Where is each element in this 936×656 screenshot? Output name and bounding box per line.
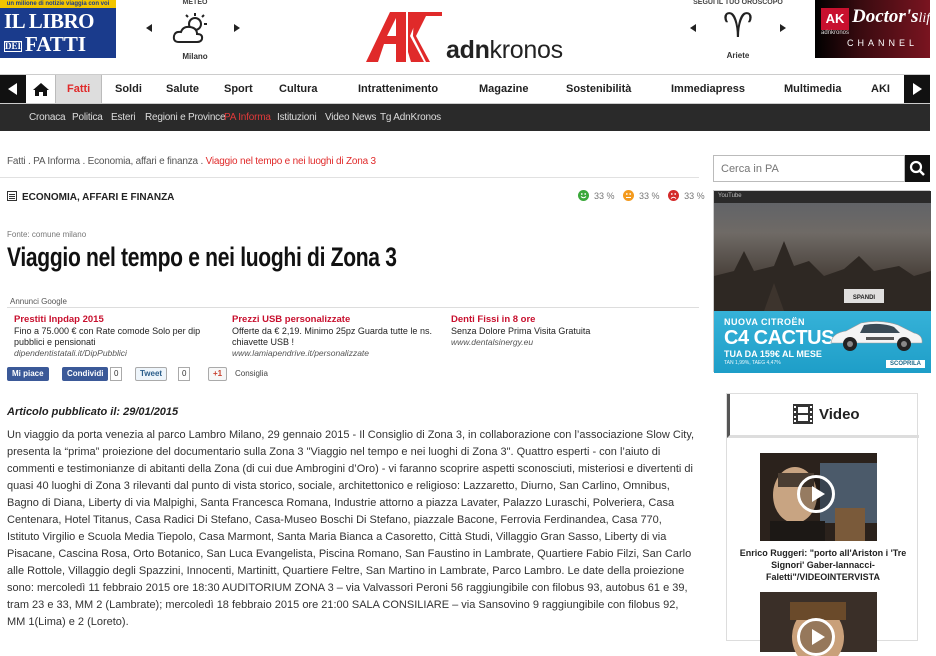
nav-item-intrattenimento[interactable]: Intrattenimento <box>358 75 438 103</box>
article-body: Un viaggio da porta venezia al parco Lambro Milano, 29 gennaio 2015 - Il Consiglio di Zona 3, in collaborazione con l’associazione Slow City, presenta la “prima” proiezione del documentario sulla Zona 3 "Viaggio nel tempo e nei luoghi di Zona 3". Quattro esperti - con l’aiuto di commenti e testimonianze di abitanti della Zona (di cui due Ambrogini d’Oro) - vi faranno scoprire aspetti sconosciuti, misteriosi e divertenti di quasi 40 luoghi di Zona 3 rilevanti dal punto di vista storico, sociale, architettonico e religioso: Lazzaretto, Diurno, San Carlino, Omnibus, Bagno di Diana, Liberty di via Malpighi, Santa Francesca Romana, Industrie attorno a piazza Lavater, Palazzo Luraschi, Polveriera, Casa Centenara, Hotel Titanus, Casa Radici Di Stefano, Casa-Museo Boschi Di Stefano, piazzale Bacone, Ferrovia Ferdinandea, Casa 770, Istituto Virgilio e Scuola Media Tiepolo, Casa Marmont, Santa Maria Bianca a Casoretto, Città Studi, Villaggio Gran Sasso, Liberty di via Pisacane, Cascina Rosa, Orto Botanico, San Luca Evangelista, Piscina Romano, San Faustino in Lambrate, Quartiere Fabio Filzi, San Carlo alle Rottole, Villaggio degli Spazzini, Innocenti, Martinitt, Quartiere Feltre, San Martino in Lambrate, Parco Lambro. Le date della proiezione sono: mercoledì 11 febbraio 2015 ore 18:30 AUDITORIUM ZONA 3 – via Valvassori Peroni 56 raggiungibile con filobus 93, autobus 61 e 39, tram 23 e 33, MM 2 (Lambrate); mercoledì 18 febbraio 2015 ore 21:00 SALA CONSILIARE – via Sansovino 9 raggiungibile con filobus 92, MM 1(Lima) e 2 (Loreto). <box>7 427 697 631</box>
film-icon <box>792 403 814 425</box>
gplus-button[interactable]: +1 <box>208 367 227 381</box>
libro-dei: DEI <box>4 41 22 52</box>
article-title: Viaggio nel tempo e nei luoghi di Zona 3 <box>7 242 397 273</box>
video-header <box>727 394 919 438</box>
doctors-channel: CHANNEL <box>847 38 918 48</box>
libro-line1: IL LIBRO <box>4 9 94 34</box>
ad-title[interactable]: Prestiti Inpdap 2015 <box>14 314 224 325</box>
ad-url[interactable]: www.lamiapendrive.it/personalizzate <box>232 348 442 359</box>
nav-item-cultura[interactable]: Cultura <box>279 75 318 103</box>
subnav-item-video-news[interactable]: Video News <box>325 104 376 131</box>
libro-line2 <box>4 32 86 57</box>
fb-count: 0 <box>110 367 122 381</box>
ads-label: Annunci Google <box>10 297 67 306</box>
tweet-count: 0 <box>178 367 190 381</box>
nav-item-multimedia[interactable]: Multimedia <box>784 75 841 103</box>
video-caption[interactable]: Enrico Ruggeri: "porto all'Ariston i 'Tre Signori' Gaber-Iannacci-Faletti"/VIDEOINTERVISTA <box>737 547 909 583</box>
nav-item-aki[interactable]: AKI <box>871 75 890 103</box>
nav-next-button[interactable] <box>904 75 930 103</box>
subnav-item-regioni[interactable]: Regioni e Province <box>145 104 225 131</box>
section-icon <box>7 191 17 201</box>
sad-face-icon[interactable] <box>668 190 679 201</box>
fb-share-button[interactable]: Condividi <box>62 367 108 381</box>
libro-tagline: un milione di notizie viaggia con voi <box>0 0 116 8</box>
breadcrumb-current: Viaggio nel tempo e nei luoghi di Zona 3 <box>206 156 376 167</box>
nav-item-immediapress[interactable]: Immediapress <box>671 75 745 103</box>
nav-prev-button[interactable] <box>0 75 26 103</box>
libro-dei-fatti-logo[interactable] <box>0 0 116 58</box>
section-heading[interactable] <box>7 191 174 205</box>
breadcrumb-path[interactable]: Fatti . PA Informa . Economia, affari e finanza . <box>7 156 206 167</box>
subnav-item-istituzioni[interactable]: Istituzioni <box>277 104 317 131</box>
nav-item-magazine[interactable]: Magazine <box>479 75 529 103</box>
play-icon[interactable] <box>797 618 835 656</box>
adnkronos-mark-icon <box>366 12 442 62</box>
fb-like-button[interactable]: Mi piace <box>7 367 49 381</box>
tweet-button[interactable]: Tweet <box>135 367 167 381</box>
search-icon <box>905 155 930 182</box>
nav-item-salute[interactable]: Salute <box>166 75 199 103</box>
nav-item-sport[interactable]: Sport <box>224 75 253 103</box>
neutral-face-icon[interactable] <box>623 190 634 201</box>
gplus-label: Consiglia <box>235 369 268 378</box>
nav-item-soldi[interactable]: Soldi <box>115 75 142 103</box>
nav-next-icon <box>913 83 922 95</box>
subnav-item-pa-informa[interactable]: PA Informa <box>224 104 271 131</box>
video-label: Video <box>819 406 860 423</box>
banner-line4: TAN 1,99%, TAEG 4,47% <box>724 360 781 366</box>
oroscopo-sign: Ariete <box>688 51 788 60</box>
poll-happy-pct: 33 % <box>594 191 615 201</box>
ads-divider <box>7 307 699 308</box>
meteo-widget <box>150 0 240 64</box>
ad-desc: Offerte da € 2,19. Minimo 25pz Guarda tutte le ns. chiavette USB ! <box>232 326 442 348</box>
ad-item[interactable] <box>451 314 661 348</box>
banner-sign: SPANDI <box>853 295 876 301</box>
meteo-label: METEO <box>150 0 240 6</box>
search-button[interactable] <box>905 155 930 182</box>
meteo-prev-icon[interactable] <box>146 24 152 32</box>
search-input[interactable] <box>713 155 905 182</box>
article-column <box>0 131 705 641</box>
adnkronos-logo[interactable] <box>366 12 576 62</box>
meteo-next-icon[interactable] <box>234 24 240 32</box>
poll-sad-pct: 33 % <box>684 191 705 201</box>
breadcrumb <box>7 156 376 167</box>
subnav-item-politica[interactable]: Politica <box>72 104 103 131</box>
aries-icon: ♈ <box>688 6 788 46</box>
castle-scene-icon <box>714 231 931 311</box>
main-nav <box>0 74 930 104</box>
home-button[interactable] <box>30 75 52 103</box>
video-widget <box>726 393 918 641</box>
ad-desc: Fino a 75.000 € con Rate comode Solo per dip pubblici e pensionati <box>14 326 224 348</box>
subnav-item-cronaca[interactable]: Cronaca <box>29 104 65 131</box>
subnav-item-esteri[interactable]: Esteri <box>111 104 135 131</box>
ad-desc: Senza Dolore Prima Visita Gratuita <box>451 326 661 337</box>
libro-fatti: FATTI <box>25 32 86 56</box>
nav-item-sostenibilita[interactable]: Sostenibilità <box>566 75 631 103</box>
article-source: Fonte: comune milano <box>7 230 86 239</box>
banner-line2: C4 CACTUS <box>724 327 834 350</box>
banner-line1: NUOVA CITROËN <box>724 317 805 327</box>
banner-line3: TUA DA 159€ AL MESE <box>724 349 822 359</box>
breadcrumb-divider <box>0 177 699 178</box>
logo-adn: adn <box>446 36 490 64</box>
doctors-adn: adnkronos <box>821 30 849 36</box>
nav-prev-icon <box>8 83 17 95</box>
doctors-title-life: life <box>919 11 936 26</box>
video-thumbnail[interactable] <box>760 592 877 652</box>
poll-neutral-pct: 33 % <box>639 191 660 201</box>
doctors-title <box>852 6 936 28</box>
citroen-banner-ad[interactable] <box>713 190 930 372</box>
ad-title[interactable]: Denti Fissi in 8 ore <box>451 314 661 325</box>
play-icon[interactable] <box>797 475 835 513</box>
cloud-sun-icon <box>171 12 211 46</box>
site-header <box>0 0 930 74</box>
reaction-poll <box>578 190 711 204</box>
happy-face-icon[interactable] <box>578 190 589 201</box>
ad-item[interactable] <box>232 314 442 359</box>
meteo-city: Milano <box>150 52 240 61</box>
oroscopo-widget <box>688 0 788 64</box>
doctors-ak-logo: AK <box>821 8 849 30</box>
doctors-title-main: Doctor's <box>852 6 919 27</box>
banner-cta-button[interactable]: SCOPRILA <box>886 360 925 368</box>
logo-kronos: kronos <box>490 36 563 64</box>
sub-nav <box>0 104 930 131</box>
subnav-item-tg-adnkronos[interactable]: Tg AdnKronos <box>380 104 441 131</box>
doctors-life-banner[interactable] <box>815 0 930 58</box>
video-thumbnail[interactable] <box>760 453 877 541</box>
publish-date: Articolo pubblicato il: 29/01/2015 <box>7 406 178 418</box>
adnkronos-wordmark <box>446 36 563 65</box>
ad-item[interactable] <box>14 314 224 359</box>
ad-url[interactable]: www.dentalsinergy.eu <box>451 337 661 348</box>
home-icon <box>30 75 52 103</box>
oroscopo-next-icon[interactable] <box>780 24 786 32</box>
car-icon <box>826 315 926 355</box>
search-box <box>713 155 930 182</box>
banner-top-bar: YouTube <box>714 191 931 203</box>
banner-bottom <box>714 311 931 373</box>
oroscopo-label: SEGUI IL TUO OROSCOPO <box>688 0 788 6</box>
nav-item-fatti[interactable]: Fatti <box>55 75 102 103</box>
ad-title[interactable]: Prezzi USB personalizzate <box>232 314 442 325</box>
section-label: ECONOMIA, AFFARI E FINANZA <box>22 192 174 203</box>
ad-url[interactable]: dipendentistatali.it/DipPubblici <box>14 348 224 359</box>
